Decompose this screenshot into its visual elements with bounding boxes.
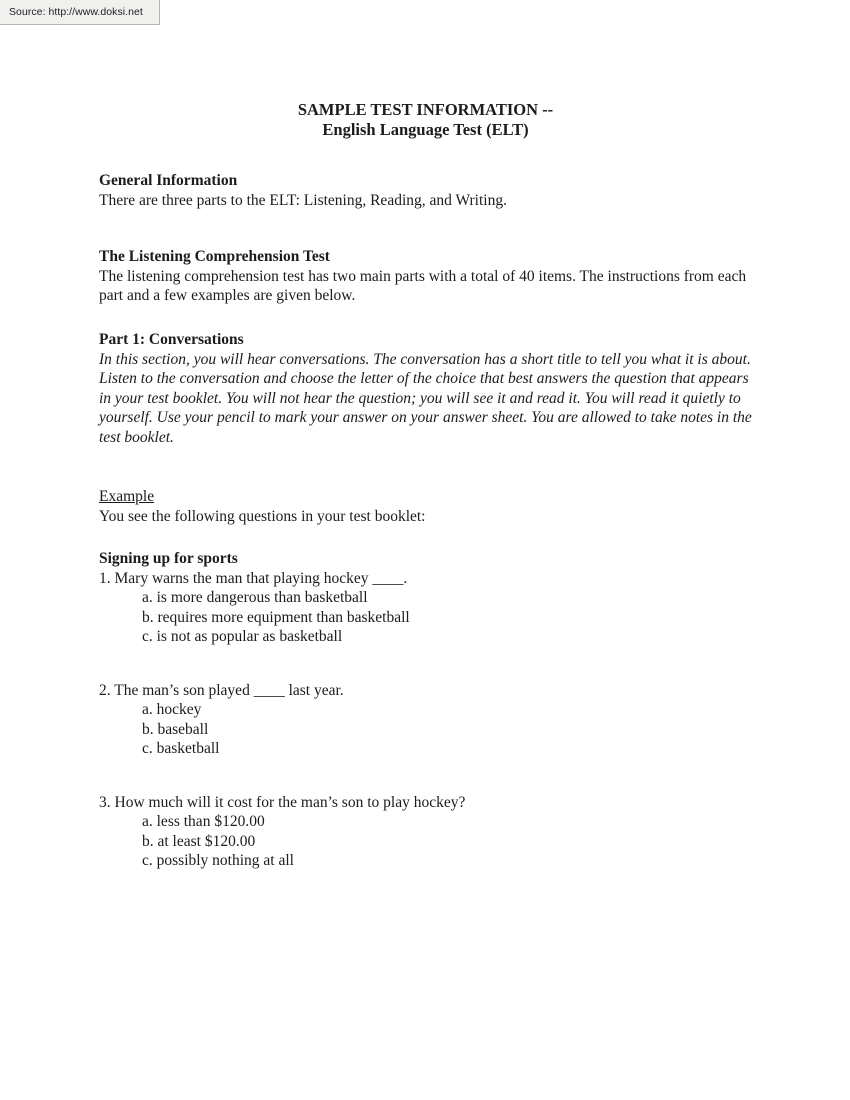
example-label-wrapper — [99, 487, 752, 507]
question-option: a. less than $120.00 — [142, 813, 265, 831]
question-option: c. possibly nothing at all — [142, 852, 294, 870]
question-item — [99, 681, 752, 759]
document-title-line-2: English Language Test (ELT) — [322, 119, 529, 139]
section-listening-comprehension — [99, 247, 752, 306]
question-option: a. is more dangerous than basketball — [142, 589, 368, 607]
example-passage-title: Signing up for sports — [99, 549, 238, 567]
question-option: b. at least $120.00 — [142, 832, 256, 850]
question-stem: 3. How much will it cost for the man’s son to play hockey? — [99, 793, 466, 811]
question-option: c. is not as popular as basketball — [142, 628, 343, 646]
question-option: a. hockey — [142, 701, 202, 719]
question-item — [99, 793, 752, 871]
question-item — [99, 569, 752, 647]
page-title — [99, 100, 752, 139]
example-intro: You see the following questions in your test booklet: — [99, 508, 426, 526]
section-example — [99, 487, 752, 527]
section-general-information — [99, 171, 752, 211]
section-heading-listening-comprehension: The Listening Comprehension Test — [99, 247, 330, 265]
section-heading-part-1: Part 1: Conversations — [99, 330, 244, 348]
question-option: b. requires more equipment than basketball — [142, 608, 410, 626]
document-title-line-1: SAMPLE TEST INFORMATION -- — [297, 100, 554, 119]
section-body-general-information: There are three parts to the ELT: Listening, Reading, and Writing. — [99, 192, 507, 209]
question-stem: 1. Mary warns the man that playing hockey ____. — [99, 569, 408, 587]
section-part-1-conversations — [99, 330, 752, 448]
section-instructions-part-1: In this section, you will hear conversations. The conversation has a short title to tell you what it is about. Listen to the conversation and choose the letter of the choice that best answers the question that appears in your test booklet. You will not hear the question; you will see it and read it. You will read it quietly to yourself. Use your pencil to mark your answer on your answer sheet. You are allowed to take notes in the test booklet. — [99, 350, 752, 446]
question-stem: 2. The man’s son played ____ last year. — [99, 681, 344, 699]
example-label: Example — [99, 488, 155, 506]
question-option: c. basketball — [142, 740, 220, 758]
question-option: b. baseball — [142, 720, 209, 738]
source-url-label: Source: http://www.doksi.net — [9, 6, 143, 18]
document-page — [99, 0, 752, 871]
section-body-listening-comprehension: The listening comprehension test has two main parts with a total of 40 items. The instructions from each part and a few examples are given below. — [99, 267, 747, 304]
section-heading-general-information: General Information — [99, 172, 238, 189]
